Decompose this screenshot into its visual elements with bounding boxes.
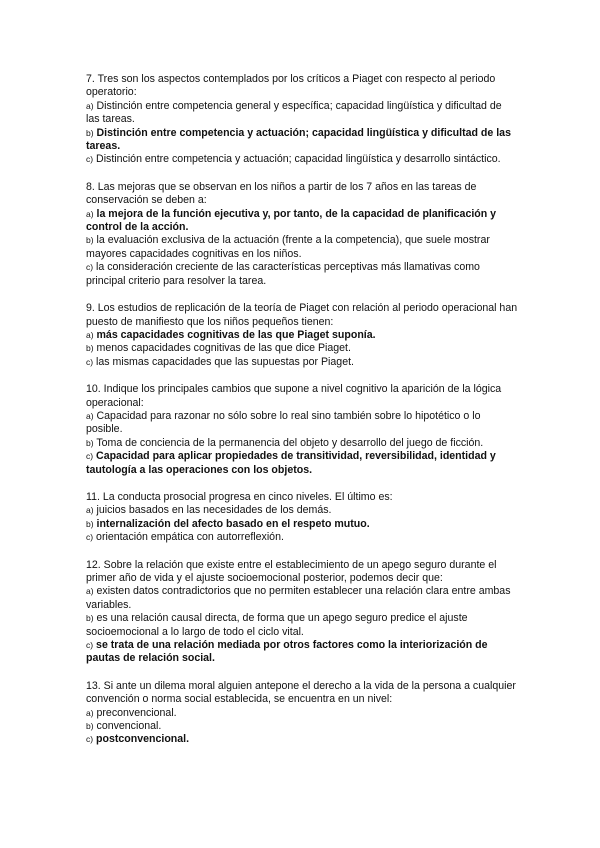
- option-letter: b): [86, 613, 94, 624]
- option-b: [86, 437, 518, 450]
- option-b: [86, 234, 518, 261]
- option-text: la consideración creciente de las características perceptivas más llamativas como principal criterio para resolver la tarea.: [86, 261, 480, 287]
- option-text: menos capacidades cognitivas de las que dice Piaget.: [96, 342, 351, 355]
- option-letter: b): [86, 721, 94, 732]
- option-text: Capacidad para razonar no sólo sobre lo real sino también sobre lo hipotético o lo posible.: [86, 409, 481, 436]
- question-12: [86, 559, 518, 666]
- option-letter: b): [86, 518, 94, 529]
- question-text: 13. Si ante un dilema moral alguien antepone el derecho a la vida de la persona a cualquier convención o norma social establecida, se encuentra en un nivel:: [86, 679, 516, 706]
- option-letter: c): [86, 532, 94, 543]
- option-c: [86, 153, 518, 166]
- option-text: se trata de una relación mediada por otros factores como la interiorización de pautas de relación social.: [86, 639, 488, 665]
- document-page: [86, 73, 518, 761]
- option-c-correct: [86, 733, 518, 746]
- question-text: 10. Indique los principales cambios que supone a nivel cognitivo la aparición de la lógica operacional:: [86, 383, 502, 409]
- option-text: postconvencional.: [96, 733, 190, 746]
- option-letter: c): [86, 262, 94, 273]
- option-text: es una relación causal directa, de forma que un apego seguro predice el ajuste socioemocional a lo largo de todo el ciclo vital.: [86, 612, 468, 638]
- option-a: [86, 707, 518, 720]
- option-letter: a): [86, 100, 94, 111]
- option-a-correct: [86, 329, 518, 342]
- question-text: 12. Sobre la relación que existe entre el establecimiento de un apego seguro durante el primer año de vida y el ajuste socioemocional posterior, podemos decir que:: [86, 558, 497, 584]
- option-letter: c): [86, 356, 94, 367]
- option-letter: c): [86, 154, 94, 165]
- question-8: [86, 181, 518, 288]
- option-text: más capacidades cognitivas de las que Piaget suponía.: [96, 328, 376, 341]
- option-text: convencional.: [96, 720, 162, 733]
- option-b-correct: [86, 127, 518, 154]
- option-c-correct: [86, 639, 518, 666]
- option-text: preconvencional.: [96, 706, 177, 719]
- option-c: [86, 531, 518, 544]
- option-a: [86, 100, 518, 127]
- option-letter: b): [86, 235, 94, 246]
- question-9: [86, 302, 518, 369]
- option-text: Capacidad para aplicar propiedades de transitividad, reversibilidad, identidad y tautología a las operaciones con los objetos.: [86, 450, 496, 476]
- option-text: Distinción entre competencia y actuación; capacidad lingüística y dificultad de las tareas.: [86, 126, 511, 153]
- question-text: 8. Las mejoras que se observan en los niños a partir de los 7 años en las tareas de conservación se deben a:: [86, 180, 477, 207]
- option-b: [86, 342, 518, 355]
- option-letter: b): [86, 343, 94, 354]
- question-text: 7. Tres son los aspectos contemplados por los críticos a Piaget con respecto al periodo operatorio:: [86, 73, 496, 99]
- option-a: [86, 585, 518, 612]
- option-text: la mejora de la función ejecutiva y, por tanto, de la capacidad de planificación y control de la acción.: [86, 207, 497, 234]
- question-11: [86, 491, 518, 545]
- option-letter: a): [86, 208, 94, 219]
- option-text: juicios basados en las necesidades de los demás.: [96, 504, 332, 517]
- option-letter: a): [86, 329, 94, 340]
- question-text: 9. Los estudios de replicación de la teoría de Piaget con relación al periodo operacional han puesto de manifiesto que los niños pequeños tienen:: [86, 302, 518, 328]
- question-7: [86, 73, 518, 167]
- question-10: [86, 383, 518, 477]
- option-text: existen datos contradictorios que no permiten establecer una relación clara entre ambas variables.: [86, 585, 511, 611]
- option-c: [86, 356, 518, 369]
- option-text: orientación empática con autorreflexión.: [96, 531, 284, 544]
- option-letter: a): [86, 505, 94, 516]
- question-text: 11. La conducta prosocial progresa en cinco niveles. El último es:: [86, 490, 393, 503]
- option-text: Distinción entre competencia y actuación; capacidad lingüística y desarrollo sintáctico.: [96, 153, 501, 166]
- option-letter: c): [86, 640, 94, 651]
- option-c-correct: [86, 450, 518, 477]
- option-text: internalización del afecto basado en el respeto mutuo.: [96, 517, 370, 530]
- option-text: Distinción entre competencia general y específica; capacidad lingüística y dificultad de las tareas.: [86, 99, 502, 126]
- option-a: [86, 410, 518, 437]
- option-b-correct: [86, 518, 518, 531]
- option-letter: b): [86, 127, 94, 138]
- option-a-correct: [86, 208, 518, 235]
- option-text: la evaluación exclusiva de la actuación (frente a la competencia), que suele mostrar mayores capacidades cognitivas en los niños.: [86, 234, 490, 260]
- option-b: [86, 720, 518, 733]
- option-c: [86, 261, 518, 288]
- option-text: Toma de conciencia de la permanencia del objeto y desarrollo del juego de ficción.: [96, 436, 484, 449]
- option-letter: c): [86, 734, 94, 745]
- option-letter: a): [86, 707, 94, 718]
- option-letter: c): [86, 451, 94, 462]
- option-letter: a): [86, 586, 94, 597]
- option-text: las mismas capacidades que las supuestas por Piaget.: [96, 355, 354, 368]
- question-13: [86, 680, 518, 747]
- option-letter: b): [86, 437, 94, 448]
- option-b: [86, 612, 518, 639]
- option-letter: a): [86, 410, 94, 421]
- option-a: [86, 504, 518, 517]
